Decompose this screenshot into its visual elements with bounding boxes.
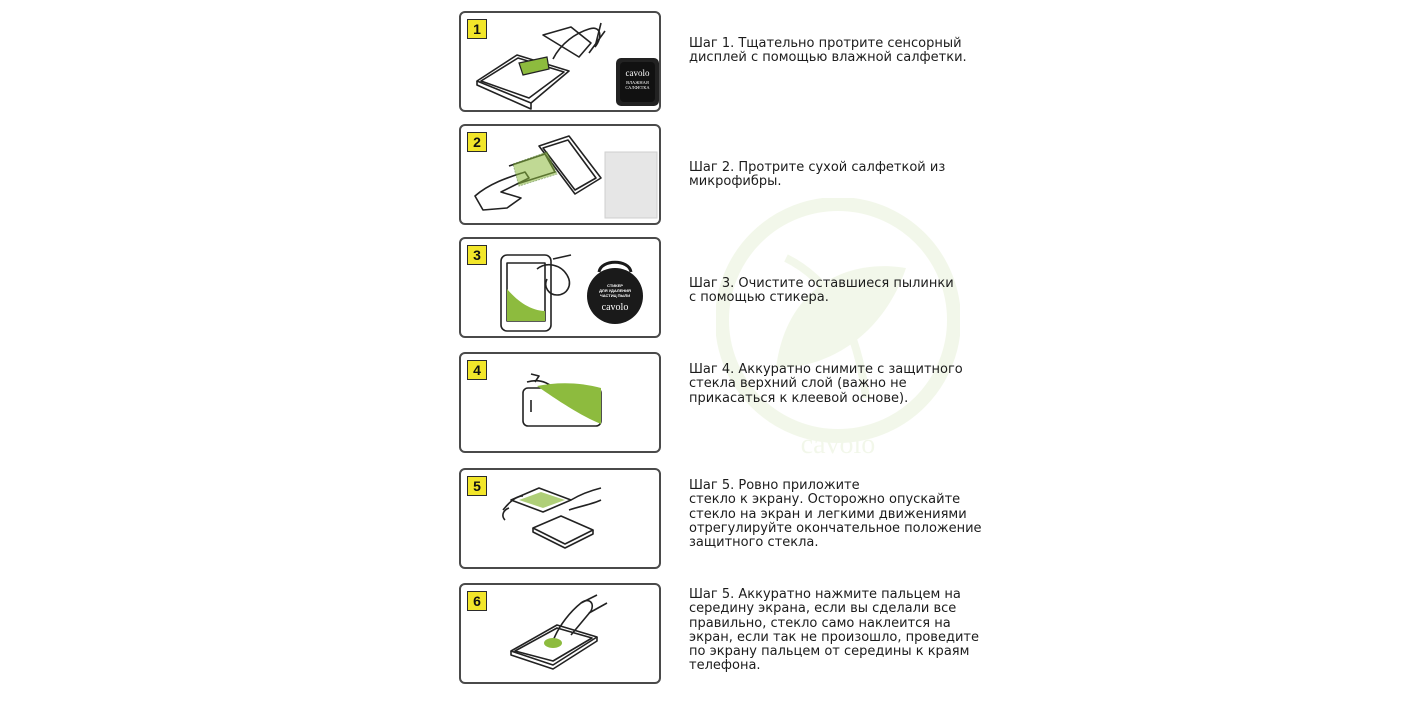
step-3-card	[459, 237, 661, 338]
step-3-badge: 3	[467, 245, 487, 265]
sticker-label: СТИКЕР ДЛЯ УДАЛЕНИЯ ЧАСТИЦ ПЫЛИ	[599, 283, 631, 298]
step-4-text: Шаг 4. Аккуратно снимите с защитного стекла верхний слой (важно не прикасаться к клеевой основе).	[689, 362, 963, 406]
microfiber-cloth-icon	[605, 152, 657, 218]
step-1-illustration	[461, 13, 661, 112]
step-4-badge: 4	[467, 360, 487, 380]
step-6-illustration	[461, 585, 661, 684]
wipe-pack-label: ВЛАЖНАЯ САЛФЕТКА	[625, 80, 650, 90]
brand-watermark	[716, 198, 960, 468]
step-6-text: Шаг 5. Аккуратно нажмите пальцем на середину экрана, если вы сделали все правильно, стекло само наклеится на экран, если так не произошло, проведите по экрану пальцем от середины к краям телефона.	[689, 587, 979, 674]
step-2-card	[459, 124, 661, 225]
step-5-illustration	[461, 470, 661, 569]
step-1-card	[459, 11, 661, 112]
step-6-card	[459, 583, 661, 684]
step-5-text: Шаг 5. Ровно приложите стекло к экрану. Осторожно опускайте стекло на экран и легкими движениями отрегулируйте окончательное положение защитного стекла.	[689, 478, 982, 551]
step-2-badge: 2	[467, 132, 487, 152]
wipe-pack-brand: cavolo	[625, 68, 650, 78]
step-1-text: Шаг 1. Тщательно протрите сенсорный дисплей с помощью влажной салфетки.	[689, 36, 967, 66]
step-3-text: Шаг 3. Очистите оставшиеся пылинки с помощью стикера.	[689, 276, 954, 306]
step-6-badge: 6	[467, 591, 487, 611]
step-2-text: Шаг 2. Протрите сухой салфеткой из микрофибры.	[689, 160, 946, 190]
step-5-badge: 5	[467, 476, 487, 496]
step-1-badge: 1	[467, 19, 487, 39]
watermark-brand-text: cavolo	[800, 429, 876, 460]
sticker-brand: cavolo	[601, 302, 629, 313]
step-4-illustration	[461, 354, 661, 453]
step-5-card	[459, 468, 661, 569]
step-4-card	[459, 352, 661, 453]
step-2-illustration	[461, 126, 661, 225]
